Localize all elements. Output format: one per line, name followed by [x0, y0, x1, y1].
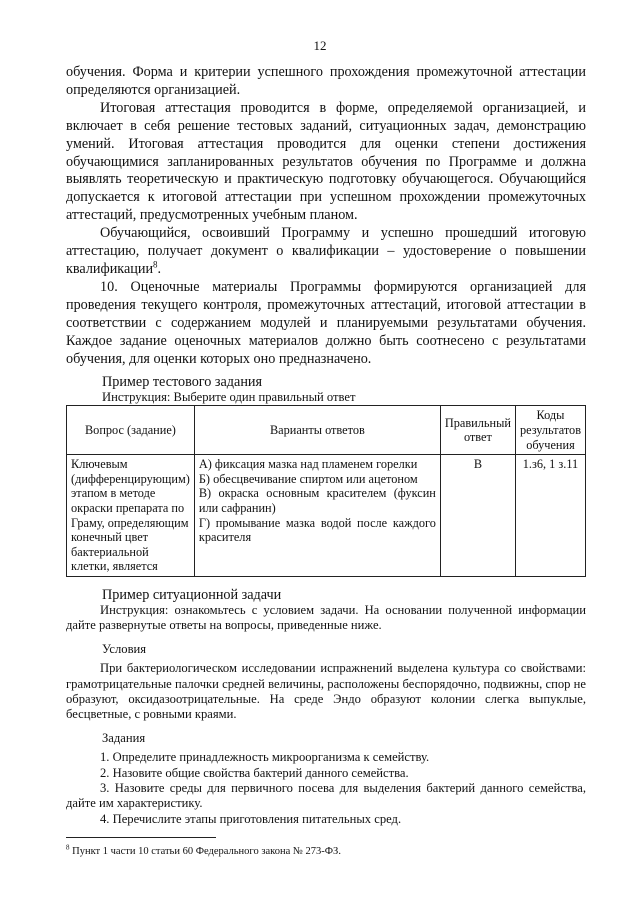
- situation-instruction: Инструкция: ознакомьтесь с условием задачи. На основании полученной информации дайте развернутые ответы на вопросы, приведенные ниже.: [66, 602, 586, 633]
- header-codes: Коды результатов обучения: [515, 406, 585, 455]
- task-4: 4. Перечислите этапы приготовления питательных сред.: [100, 811, 402, 826]
- task-2: 2. Назовите общие свойства бактерий данного семейства.: [100, 765, 409, 780]
- footnote-mark: 8: [66, 843, 70, 852]
- situation-section: [66, 603, 586, 827]
- task-1: 1. Определите принадлежность микроорганизма к семейству.: [100, 750, 430, 765]
- situation-example-heading: Пример ситуационной задачи: [102, 586, 282, 603]
- header-question: Вопрос (задание): [67, 406, 195, 455]
- task-3: 3. Назовите среды для первичного посева для выделения бактерий данного семейства, дайте им характеристику.: [66, 781, 586, 811]
- paragraph-3-text: Обучающийся, освоивший Программу и успешно прошедший итоговую аттестацию, получает документ о квалификации – удостоверение о повышении квалификации: [66, 225, 586, 277]
- footnote-ref: 8: [153, 259, 158, 270]
- tasks-heading: Задания: [102, 730, 146, 745]
- main-text: [66, 64, 586, 827]
- conditions-text: При бактериологическом исследовании испражнений выделена культура со свойствами: грамотрицательные палочки средней величины, расположены беспорядочно, подвижны, спор не образуют, оксидазоотрицательные. На среде Эндо образуют колонии слегка выпуклые, бесцветные, с ровными краями.: [66, 661, 586, 722]
- table-row: [67, 455, 586, 577]
- question-cell: Ключевым (дифференцирующим) этапом в методе окраски препарата по Граму, определяющим конечный цвет бактериальной клетки, является: [67, 455, 195, 577]
- paragraph-1: обучения. Форма и критерии успешного прохождения промежуточной аттестации определяются организацией.: [66, 64, 586, 98]
- header-options: Варианты ответов: [194, 406, 440, 455]
- footnote: [66, 843, 341, 857]
- footnote-divider: [66, 837, 216, 838]
- page-number: 12: [313, 38, 327, 53]
- header-correct: Правильный ответ: [440, 406, 515, 455]
- test-instruction: Инструкция: Выберите один правильный ответ: [102, 390, 356, 405]
- option-b: Б) обесцвечивание спиртом или ацетоном: [198, 471, 418, 486]
- paragraph-4: 10. Оценочные материалы Программы формируются организацией для проведения текущего контроля, промежуточных аттестаций, итоговой аттестации в соответствии с содержанием модулей и планируемыми результатами обучения. Каждое задание оценочных материалов должно быть соотнесено с результатами обучения, для оценки которых оно предназначено.: [66, 278, 586, 367]
- option-d: Г) промывание мазка водой после каждого красителя: [198, 515, 436, 545]
- table-header-row: [67, 406, 586, 455]
- paragraph-2: Итоговая аттестация проводится в форме, определяемой организацией, и включает в себя решение тестовых заданий, ситуационных задач, демонстрацию умений. Итоговая аттестация проводится для оценки степени достижения обучающимися запланированных результатов обучения по Программе и должна выявлять теоретическую и практическую подготовку обучающегося. Обучающийся допускается к итоговой аттестации при успешном прохождении промежуточных аттестаций, предусмотренных учебным планом.: [66, 99, 586, 224]
- paragraph-3-end: .: [157, 260, 162, 277]
- option-c: В) окраска основным красителем (фуксин или сафранин): [198, 486, 436, 515]
- option-a: А) фиксация мазка над пламенем горелки: [198, 457, 418, 472]
- test-example-heading: Пример тестового задания: [102, 374, 263, 391]
- codes-cell: 1.з6, 1 з.11: [515, 455, 585, 577]
- paragraph-3: [66, 225, 586, 279]
- correct-answer-cell: В: [440, 455, 515, 577]
- conditions-heading: Условия: [102, 641, 147, 656]
- options-cell: [194, 455, 440, 577]
- test-table: [66, 405, 586, 577]
- footnote-text: Пункт 1 части 10 статьи 60 Федерального закона № 273-ФЗ.: [69, 846, 341, 857]
